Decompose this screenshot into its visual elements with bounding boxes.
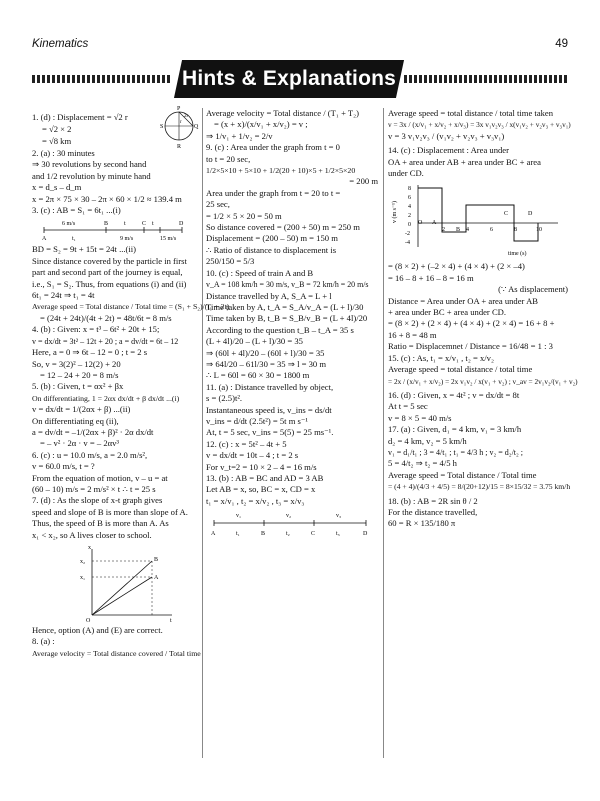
text-line: According to the question t_B – t_A = 35 s bbox=[206, 324, 354, 335]
text-line: For the distance travelled, bbox=[388, 506, 478, 517]
text-line: + area under BC + area under CD. bbox=[388, 307, 507, 318]
text-line: (L + 4l)/20 – (L + l)/30 = 35 bbox=[206, 336, 303, 347]
text-line: 6. (c) : u = 10.0 m/s, a = 2.0 m/s², bbox=[32, 449, 148, 460]
column-divider-1 bbox=[202, 108, 203, 758]
text-line: Time taken by A, t_A = S_A/v_A = (L + l)/30 bbox=[206, 301, 364, 312]
text-line: i.e., S₁ = S₂. Thus, from equations (i) and (ii) bbox=[32, 278, 187, 289]
page-number: 49 bbox=[555, 38, 568, 50]
text-line: Average speed = Total distance / Total time = (S₁ + S₂)/(t₁ + 2t) bbox=[32, 302, 230, 312]
text-line: 6t₁ = 24t ⇒ t₁ = 4t bbox=[32, 290, 95, 301]
text-line: = 2x / (x/v₁ + x/v₂) = 2x v₁v₂ / x(v₁ + v₂) ; v_av = 2v₁v₂/(v₁ + v₂) bbox=[388, 376, 578, 386]
point-label: O bbox=[418, 220, 423, 227]
text-line: 17. (a) : Given, d₁ = 4 km, v₁ = 3 km/h bbox=[388, 424, 522, 435]
fig-label: t₁ bbox=[236, 531, 240, 538]
text-line: Time taken by B, t_B = S_B/v_B = (L + 4l)/20 bbox=[206, 313, 368, 324]
x-tick: 10 bbox=[536, 227, 542, 234]
text-line: 13. (b) : AB = BC and AD = 3 AB bbox=[206, 473, 324, 483]
text-line: On differentiating eq (ii), bbox=[32, 415, 119, 426]
text-line: ⇒ 30 revolutions by second hand bbox=[32, 159, 147, 170]
fig-label: v₂ bbox=[286, 513, 292, 520]
fig-label: r bbox=[180, 120, 182, 125]
fig-label: t bbox=[152, 221, 154, 228]
text-line: Thus, the speed of B is more than A. As bbox=[32, 518, 169, 529]
fig-label: Q bbox=[194, 124, 199, 130]
text-line: BD = S₂ = 9t + 15t = 24t ...(ii) bbox=[32, 244, 137, 255]
text-line: v = 3 v₁v₂v₃ / (v₁v₂ + v₂v₃ + v₃v₁) bbox=[388, 130, 505, 141]
point-label: A bbox=[432, 220, 437, 227]
fig-label: R bbox=[177, 144, 182, 150]
text-line: = 200 m bbox=[349, 176, 378, 187]
text-line: On differentiating, 1 = 2αx dx/dt + β dx/dt ...(i) bbox=[32, 393, 180, 403]
text-line: Average speed = total distance / total time taken bbox=[388, 108, 554, 118]
text-line: 1/2×5×10 + 5×10 + 1/2(20 + 10)×5 + 1/2×5×20 bbox=[206, 166, 356, 176]
y-tick: 8 bbox=[408, 186, 411, 193]
text-line: ⇒ 1/v₁ + 1/v₂ = 2/v bbox=[206, 130, 273, 141]
text-line: 12. (c) : x = 5t² – 4t + 5 bbox=[206, 438, 287, 449]
text-line: = 1/2 × 5 × 20 = 50 m bbox=[206, 210, 282, 221]
fig-label: A bbox=[211, 531, 216, 538]
text-line: ⇒ (60l + 4l)/20 – (60l + l)/30 = 35 bbox=[206, 347, 325, 358]
text-line: (60 – 10) m/s = 2 m/s² × t ∴ t = 25 s bbox=[32, 483, 156, 494]
text-line: 7. (d) : As the slope of x-t graph gives bbox=[32, 495, 163, 506]
text-line: Let AB = x, so, BC = x, CD = x bbox=[206, 484, 316, 495]
text-line: d₂ = 4 km, v₂ = 5 km/h bbox=[388, 435, 467, 446]
text-line: OA + area under AB + area under BC + area bbox=[388, 156, 541, 167]
fig-label: C bbox=[311, 531, 316, 538]
text-line: = (8 × 2) + (–2 × 4) + (4 × 4) + (2 × –4) bbox=[388, 261, 525, 272]
text-line: = (8 × 2) + (2 × 4) + (4 × 4) + (2 × 4) = 16 + 8 + bbox=[388, 318, 555, 329]
banner-stripe-left bbox=[32, 75, 172, 83]
text-line: v_ins = d/dt (2.5t²) = 5t m s⁻¹ bbox=[206, 415, 308, 426]
text-line: v_A = 108 km/h = 30 m/s, v_B = 72 km/h = 20 m/s bbox=[206, 280, 369, 290]
xt-graph-figure bbox=[32, 543, 192, 623]
fig-label: v₁ bbox=[236, 513, 242, 520]
text-line: 2. (a) : 30 minutes bbox=[32, 148, 95, 158]
text-line: Instantaneous speed is, v_ins = ds/dt bbox=[206, 404, 332, 415]
point-label: B bbox=[456, 227, 461, 234]
text-line: 250/150 = 5/3 bbox=[206, 256, 255, 267]
text-line: (∵ As displacement) bbox=[498, 284, 568, 295]
text-line: Distance travelled by A, S_A = L + l bbox=[206, 290, 332, 301]
segment-velocity-figure bbox=[206, 509, 374, 539]
fig-label: B bbox=[154, 557, 159, 563]
section-title: Hints & Explanations bbox=[181, 67, 397, 90]
text-line: 1. (d) : Displacement = √2 r bbox=[32, 112, 128, 122]
text-line: 5. (b) : Given, t = αx² + βx bbox=[32, 381, 124, 392]
fig-label: x bbox=[88, 545, 91, 551]
column-3 bbox=[388, 108, 578, 773]
text-line: ∴ Ratio of distance to displacement is bbox=[206, 244, 337, 255]
chapter-title: Kinematics bbox=[32, 38, 89, 50]
text-line: 16 + 8 = 48 m bbox=[388, 329, 437, 340]
text-line: x = d_s – d_m bbox=[32, 182, 82, 193]
text-line: x₁ < x₂, so A lives closer to school. bbox=[32, 529, 152, 540]
text-line: Ratio = Displacemnet / Distance = 16/48 = 1 : 3 bbox=[388, 341, 553, 352]
text-line: t₁ = x/v₁ , t₂ = x/v₂ , t₃ = x/v₃ bbox=[206, 495, 305, 506]
running-head bbox=[32, 38, 568, 54]
text-line: So distance covered = (200 + 50) m = 250 m bbox=[206, 222, 360, 233]
text-line: 9. (c) : Area under the graph from t = 0 bbox=[206, 142, 340, 153]
text-line: v = dx/dt = 3t² – 12t + 20 ; a = dv/dt = 6t – 12 bbox=[32, 336, 179, 346]
text-line: 11. (a) : Distance travelled by object, bbox=[206, 381, 334, 392]
vt-graph-figure bbox=[388, 181, 564, 259]
text-line: 8. (a) : bbox=[32, 636, 55, 647]
fig-label: 9 m/s bbox=[120, 236, 134, 243]
fig-label: t₂ bbox=[286, 531, 290, 538]
text-line: x = 2π × 75 × 30 – 2π × 60 × 1/2 ≈ 139.4 m bbox=[32, 193, 182, 204]
section-banner bbox=[0, 60, 600, 102]
fig-label: S bbox=[160, 124, 164, 130]
x-tick: 6 bbox=[490, 227, 493, 234]
y-tick: 6 bbox=[408, 195, 411, 202]
banner-stripe-right bbox=[404, 75, 568, 83]
text-line: Here, a = 0 ⇒ 6t – 12 = 0 ; t = 2 s bbox=[32, 347, 148, 358]
text-line: part and second part of the journey is equal, bbox=[32, 267, 183, 278]
text-line: v₁ = d₁/t₁ ; 3 = 4/t₁ ; t₁ = 4/3 h ; v₂ = d₂/t₂ ; bbox=[388, 447, 524, 457]
text-line: = (24t + 24t)/(4t + 2t) = 48t/6t = 8 m/s bbox=[40, 312, 172, 323]
fig-label: O bbox=[86, 618, 91, 624]
text-line: v = 8 × 5 = 40 m/s bbox=[388, 412, 452, 423]
y-axis-label: v (m s⁻¹) bbox=[392, 201, 398, 224]
text-line: = (4 + 4)/(4/3 + 4/5) = 8/(20+12)/15 = 8×15/32 = 3.75 km/h bbox=[388, 482, 571, 492]
text-line: At t = 5 sec bbox=[388, 401, 428, 412]
fig-label: D bbox=[363, 531, 368, 538]
text-line: 5 = 4/t₂ ⇒ t₂ = 4/5 h bbox=[388, 458, 457, 469]
text-line: Distance = Area under OA + area under AB bbox=[388, 295, 539, 306]
text-line: 25 sec, bbox=[206, 199, 230, 210]
fig-label: 6 m/s bbox=[62, 221, 76, 228]
fig-label: C bbox=[142, 221, 147, 228]
text-line: From the equation of motion, v – u = at bbox=[32, 472, 168, 483]
x-tick: 8 bbox=[514, 227, 517, 234]
text-line: speed and slope of B is more than slope of A. bbox=[32, 506, 188, 517]
text-line: = √2 × 2 bbox=[42, 124, 72, 134]
column-2 bbox=[206, 108, 378, 773]
text-line: v = dx/dt = 1/(2αx + β) ...(ii) bbox=[32, 404, 131, 415]
y-tick: 0 bbox=[408, 222, 411, 229]
fig-label: D bbox=[179, 221, 184, 228]
fig-label: A bbox=[42, 236, 47, 243]
text-line: s = (2.5)t². bbox=[206, 393, 243, 404]
fig-label: t₁ bbox=[72, 236, 76, 243]
text-line: under CD. bbox=[388, 168, 424, 179]
text-line: = – v² · 2α · v = – 2αv³ bbox=[40, 438, 119, 449]
text-line: 16. (d) : Given, x = 4t² ; v = dx/dt = 8t bbox=[388, 389, 520, 400]
text-line: ∴ L = 60l = 60 × 30 = 1800 m bbox=[206, 370, 310, 381]
fig-label: 15 m/s bbox=[160, 236, 177, 243]
text-line: Since distance covered by the particle in first bbox=[32, 255, 187, 266]
text-line: a = dv/dt = –1/(2αx + β)² · 2α dx/dt bbox=[32, 426, 154, 437]
text-line: 10. (c) : Speed of train A and B bbox=[206, 267, 314, 278]
fig-label: v₃ bbox=[336, 513, 342, 520]
x-axis-label: time (s) bbox=[508, 251, 527, 258]
column-divider-2 bbox=[383, 108, 384, 758]
line-segment-figure bbox=[32, 218, 192, 242]
text-line: = 12 – 24 + 20 = 8 m/s bbox=[40, 369, 119, 380]
x-tick: 2 bbox=[442, 227, 445, 234]
text-line: 15. (c) : As, t₁ = x/v₁ , t₂ = x/v₂ bbox=[388, 352, 494, 363]
text-line: Hence, option (A) and (E) are correct. bbox=[32, 625, 163, 635]
fig-label: A bbox=[154, 575, 159, 581]
fig-label: x₁ bbox=[80, 575, 86, 581]
point-label: C bbox=[504, 211, 509, 218]
text-line: For v_t=2 = 10 × 2 – 4 = 16 m/s bbox=[206, 461, 317, 472]
text-line: Displacement = (200 – 50) m = 150 m bbox=[206, 233, 338, 244]
text-line: 4. (b) : Given: x = t³ – 6t² + 20t + 15; bbox=[32, 324, 160, 335]
text-line: 3. (c) : AB = S₁ = 6t₁ ...(i) bbox=[32, 205, 121, 216]
text-line: Average velocity = Total distance covered / Total time bbox=[32, 648, 201, 658]
fig-label: t bbox=[170, 618, 172, 624]
text-line: Average speed = Total distance / Total time bbox=[388, 469, 537, 480]
fig-label: 2r bbox=[184, 114, 189, 119]
fig-label: x₂ bbox=[80, 559, 86, 565]
text-line: Area under the graph from t = 20 to t = bbox=[206, 187, 341, 198]
text-line: v = 60.0 m/s, t = ? bbox=[32, 461, 95, 472]
text-line: v = dx/dt = 10t – 4 ; t = 2 s bbox=[206, 450, 299, 461]
text-line: = 16 – 8 + 16 – 8 = 16 m bbox=[388, 272, 474, 283]
point-label: D bbox=[528, 211, 533, 218]
y-tick: -4 bbox=[405, 240, 410, 247]
text-line: At, t = 5 sec, v_ins = 5(5) = 25 ms⁻¹. bbox=[206, 427, 334, 438]
text-line: v = 3x / (x/v₁ + x/v₂ + x/v₃) = 3x v₁v₂v₃ / x(v₁v₂ + v₂v₃ + v₃v₁) bbox=[388, 120, 571, 130]
x-tick: 4 bbox=[466, 227, 469, 234]
text-line: to t = 20 sec, bbox=[206, 153, 251, 164]
text-line: 14. (c) : Displacement : Area under bbox=[388, 145, 509, 156]
y-tick: 4 bbox=[408, 204, 411, 211]
fig-label: t₃ bbox=[336, 531, 340, 538]
text-line: So, v = 3(2)² – 12(2) + 20 bbox=[32, 358, 121, 369]
text-line: and 1/2 revolution by minute hand bbox=[32, 170, 151, 181]
fig-label: t bbox=[124, 221, 126, 228]
text-line: = (x + x)/(x/v₁ + x/v₂) = v ; bbox=[214, 119, 308, 130]
text-line: ⇒ 64l/20 – 61l/30 = 35 ⇒ l = 30 m bbox=[206, 358, 327, 369]
fig-label: P bbox=[177, 106, 181, 112]
y-tick: -2 bbox=[405, 231, 410, 238]
text-line: Average velocity = Total distance / (T₁ + T₂) bbox=[206, 108, 360, 118]
circle-diagram-figure bbox=[160, 104, 198, 150]
y-tick: 2 bbox=[408, 213, 411, 220]
fig-label: B bbox=[261, 531, 266, 538]
text-line: 18. (b) : AB = 2R sin θ / 2 bbox=[388, 495, 478, 506]
text-line: 60 = R × 135/180 π bbox=[388, 518, 456, 529]
fig-label: B bbox=[104, 221, 109, 228]
text-line: = √8 km bbox=[42, 136, 72, 146]
text-line: Average speed = total distance / total time bbox=[388, 364, 533, 375]
